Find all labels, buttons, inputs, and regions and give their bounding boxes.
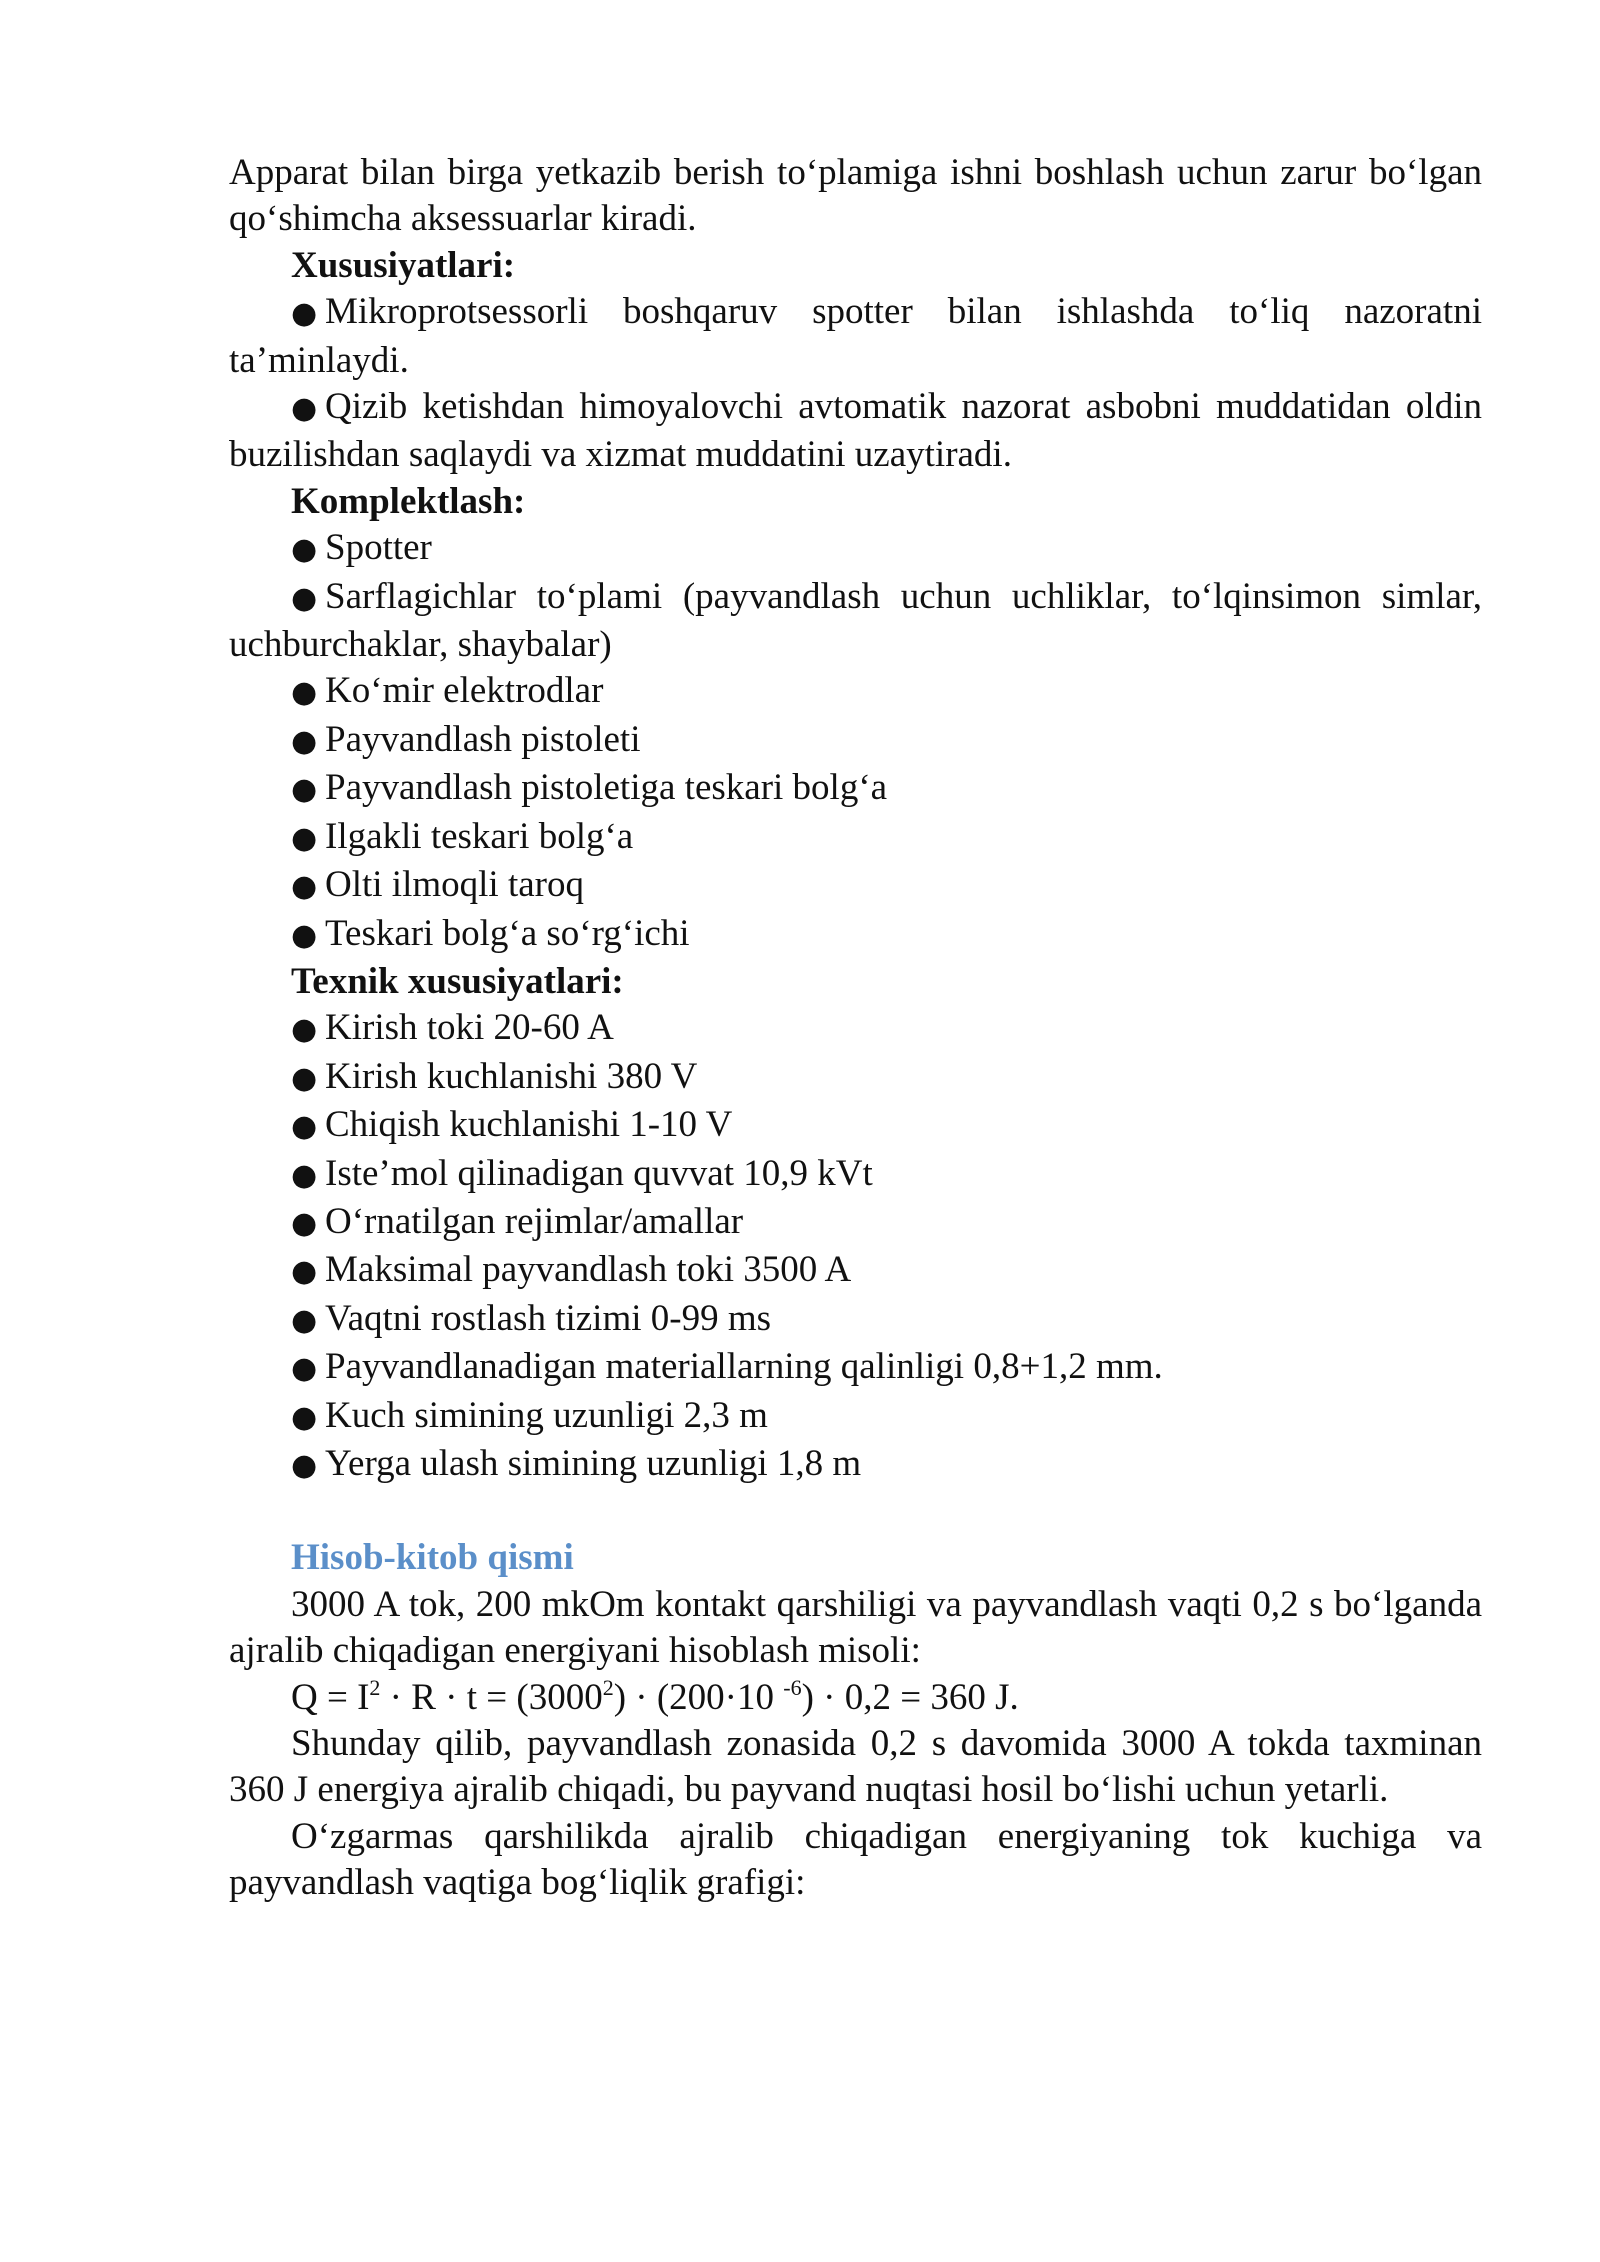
list-item: ● Yerga ulash simining uzunligi 1,8 m	[229, 1441, 1482, 1489]
list-item: ● Mikroprotsessorli boshqaruv spotter bilan ishlashda to‘liq nazoratni ta’minlaydi.	[229, 291, 1482, 381]
list-item: ● Payvandlash pistoletiga teskari bolg‘a	[229, 765, 1482, 813]
calculation-intro: 3000 A tok, 200 mkOm kontakt qarshiligi va payvandlash vaqti 0,2 s bo‘lganda ajralib chiqadigan energiyani hisoblash misoli:	[229, 1583, 1482, 1672]
bullet-icon: ●	[291, 1060, 318, 1096]
bullet-icon: ●	[291, 1254, 318, 1290]
bullet-icon: ●	[291, 869, 318, 905]
bullet-icon: ●	[291, 1109, 318, 1145]
bullet-icon: ●	[291, 772, 318, 808]
list-item: ● Vaqtni rostlash tizimi 0-99 ms	[229, 1296, 1482, 1344]
bullet-icon: ●	[291, 917, 318, 953]
list-item: ● Payvandlanadigan materiallarning qalinligi 0,8+1,2 mm.	[229, 1344, 1482, 1392]
bullet-icon: ●	[291, 1302, 318, 1338]
list-item: ● Iste’mol qilinadigan quvvat 10,9 kVt	[229, 1151, 1482, 1199]
bullet-icon: ●	[291, 391, 318, 427]
bullet-icon: ●	[291, 820, 318, 856]
kit-heading: Komplektlash:	[291, 480, 526, 522]
bullet-icon: ●	[291, 1157, 318, 1193]
list-item: ● Teskari bolg‘a so‘rg‘ichi	[229, 911, 1482, 959]
list-item: ● Payvandlash pistoleti	[229, 717, 1482, 765]
bullet-icon: ●	[291, 1447, 318, 1483]
bullet-icon: ●	[291, 532, 318, 568]
energy-formula: $Q = I^2 \cdot R \cdot t = (3000^2) \cdot (200\cdot 10$ $^{-6}$) · 0,2 = 360 J.	[291, 1674, 1019, 1718]
bullet-icon: ●	[291, 1351, 318, 1387]
list-item: ● Kuch simining uzunligi 2,3 m	[229, 1393, 1482, 1441]
bullet-icon: ●	[291, 675, 318, 711]
calculation-section-title: Hisob-kitob qismi	[291, 1537, 574, 1579]
bullet-icon: ●	[291, 296, 318, 332]
list-item: ● Kirish toki 20-60 A	[229, 1005, 1482, 1053]
bullet-icon: ●	[291, 1399, 318, 1435]
list-item: ● Ilgakli teskari bolg‘a	[229, 814, 1482, 862]
list-item: ● Chiqish kuchlanishi 1-10 V	[229, 1102, 1482, 1150]
intro-paragraph: Apparat bilan birga yetkazib berish to‘plamiga ishni boshlash uchun zarur bo‘lgan qo‘shimcha aksessuarlar kiradi.	[229, 152, 1482, 240]
list-item: ● Sarflagichlar to‘plami (payvandlash uchun uchliklar, to‘lqinsimon simlar, uchburchaklar, shaybalar)	[229, 575, 1482, 666]
graph-intro: O‘zgarmas qarshilikda ajralib chiqadigan energiyaning tok kuchiga va payvandlash vaqtiga bog‘liqlik grafigi:	[229, 1815, 1482, 1904]
bullet-icon: ●	[291, 1205, 318, 1241]
list-item: ● O‘rnatilgan rejimlar/amallar	[229, 1199, 1482, 1247]
list-item: ● Maksimal payvandlash toki 3500 A	[229, 1247, 1482, 1295]
specs-heading: Texnik xususiyatlari:	[291, 960, 624, 1002]
list-item: ● Olti ilmoqli taroq	[229, 862, 1482, 910]
bullet-icon: ●	[291, 1012, 318, 1048]
list-item: ● Spotter	[229, 525, 1482, 573]
bullet-icon: ●	[291, 723, 318, 759]
features-heading: Xususiyatlari:	[291, 244, 516, 286]
bullet-icon: ●	[291, 580, 318, 616]
list-item: ● Qizib ketishdan himoyalovchi avtomatik nazorat asbobni muddatidan oldin buzilishdan saqlaydi va xizmat muddatini uzaytiradi.	[229, 386, 1482, 476]
list-item: ● Kirish kuchlanishi 380 V	[229, 1054, 1482, 1102]
list-item: ● Ko‘mir elektrodlar	[229, 668, 1482, 716]
calculation-conclusion: Shunday qilib, payvandlash zonasida 0,2 s davomida 3000 A tokda taxminan 360 J energiya ajralib chiqadi, bu payvand nuqtasi hosil bo‘lishi uchun yetarli.	[229, 1723, 1482, 1811]
